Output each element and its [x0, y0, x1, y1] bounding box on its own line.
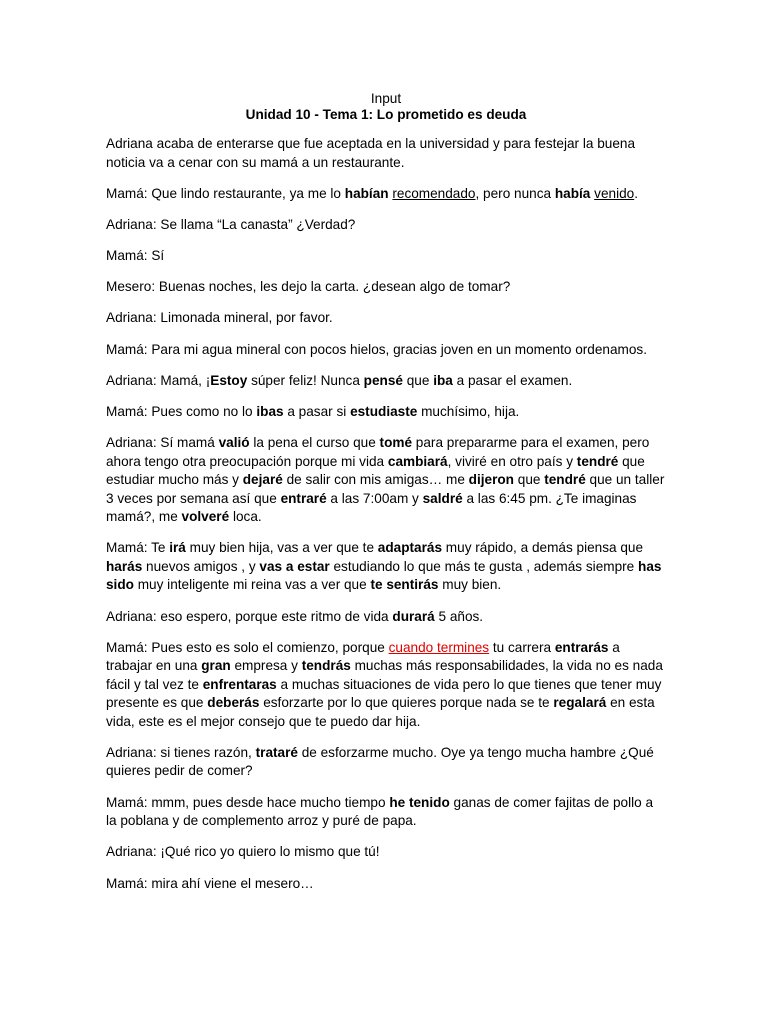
text-run: loca.: [229, 509, 262, 525]
bold-verb: regalará: [553, 695, 607, 711]
text-run: Mamá: Que lindo restaurante, ya me lo: [106, 185, 345, 201]
text-run: 5 años.: [434, 608, 484, 624]
dialogue-paragraph: [106, 403, 666, 422]
bold-verb: te sentirás: [370, 577, 439, 593]
dialogue-paragraph: [106, 608, 666, 627]
bold-verb: trataré: [255, 744, 298, 760]
text-run: Adriana acaba de enterarse que fue aceptada en la universidad y para festejar la buena noticia va a cenar con su mamá a un restaurante.: [106, 136, 636, 170]
text-run: muy bien.: [438, 577, 502, 593]
text-run: en esta vida, este es el mejor consejo que te puedo dar hija.: [106, 695, 655, 729]
text-run: Mesero: Buenas noches, les dejo la carta. ¿desean algo de tomar?: [106, 279, 511, 295]
text-run: nuevos amigos , y: [142, 558, 260, 574]
text-run: a trabajar en una: [106, 639, 620, 674]
bold-verb: tendré: [544, 472, 586, 488]
text-run: muy inteligente mi reina vas a ver que: [133, 577, 371, 593]
document-header: [106, 91, 666, 123]
underlined-word: venido: [594, 185, 635, 201]
text-run: Mamá: Te: [106, 540, 170, 556]
dialogue-paragraph: [106, 875, 666, 894]
bold-verb: ibas: [256, 404, 284, 419]
text-run: que: [513, 472, 545, 488]
dialogue-paragraph: [106, 843, 666, 862]
text-run: la pena el curso que: [249, 435, 380, 451]
text-run: súper feliz! Nunca: [247, 372, 364, 388]
text-run: a muchas situaciones de vida pero lo que tienes que tener muy presente es que: [106, 676, 662, 711]
dialogue-paragraph: [106, 434, 666, 527]
text-run: , pero nunca: [475, 185, 555, 201]
bold-verb: valió: [218, 435, 250, 451]
dialogue-paragraph: [106, 278, 666, 297]
text-run: Adriana: Mamá, ¡: [106, 372, 211, 388]
dialogue-paragraph: [106, 135, 666, 172]
text-run: estudiando lo que más te gusta , además siempre: [329, 558, 639, 574]
text-run: Mamá: Pues esto es solo el comienzo, porque: [106, 639, 389, 655]
bold-verb: dejaré: [242, 472, 283, 488]
text-run: .: [634, 185, 638, 201]
text-run: Adriana: ¡Qué rico yo quiero lo mismo que tú!: [106, 844, 380, 860]
text-run: que estudiar mucho más y: [106, 453, 645, 488]
bold-verb: tendrás: [301, 658, 351, 674]
bold-verb: saldré: [422, 490, 463, 506]
bold-verb: vas a estar: [259, 558, 330, 574]
text-run: esforzarte por lo que quieres porque nada se te: [259, 695, 554, 711]
text-run: muchas más responsabilidades, la vida no es nada fácil y tal vez te: [106, 658, 663, 692]
text-run: muy bien hija, vas a ver que te: [185, 540, 378, 556]
document-page: [106, 91, 666, 906]
text-run: Mamá: Sí: [106, 248, 165, 264]
bold-verb: has sido: [106, 558, 662, 593]
bold-verb: deberás: [207, 695, 260, 711]
bold-verb: habían: [344, 185, 389, 201]
bold-verb: tendré: [576, 453, 619, 469]
text-run: Adriana: Sí mamá: [106, 435, 219, 451]
bold-verb: iba: [433, 372, 453, 388]
text-run: Mamá: Pues como no lo: [106, 404, 257, 419]
document-body: [106, 135, 666, 893]
text-run: Mamá: Para mi agua mineral con pocos hielos, gracias joven en un momento ordenamos.: [106, 341, 648, 357]
text-run: , viviré en otro país y: [447, 453, 577, 469]
highlighted-phrase: cuando termines: [388, 639, 490, 655]
text-run: que: [402, 372, 434, 388]
dialogue-paragraph: [106, 185, 666, 204]
text-run: que un taller 3 veces por semana así que: [106, 472, 665, 506]
bold-verb: entrarás: [554, 639, 609, 655]
bold-verb: harás: [106, 558, 143, 574]
dialogue-paragraph: [106, 639, 666, 732]
dialogue-paragraph: [106, 372, 666, 391]
header-label: Input: [370, 91, 402, 106]
text-run: Adriana: si tienes razón,: [106, 744, 256, 760]
bold-verb: dijeron: [468, 472, 514, 488]
text-run: a las 7:00am y: [326, 490, 423, 506]
bold-verb: Estoy: [210, 372, 248, 388]
text-run: de salir con mis amigas… me: [282, 472, 469, 488]
bold-verb: adaptarás: [377, 540, 443, 556]
dialogue-paragraph: [106, 216, 666, 235]
underlined-word: recomendado: [392, 185, 476, 201]
text-run: Adriana: eso espero, porque este ritmo de vida: [106, 608, 393, 624]
bold-verb: estudiaste: [350, 404, 418, 419]
dialogue-paragraph: [106, 794, 666, 831]
dialogue-paragraph: [106, 744, 666, 781]
bold-verb: volveré: [181, 509, 230, 525]
text-run: a las 6:45 pm. ¿Te imaginas mamá?, me: [106, 490, 637, 525]
bold-verb: he tenido: [389, 794, 450, 810]
text-run: Mamá: mira ahí viene el mesero…: [106, 875, 314, 891]
bold-verb: cambiará: [387, 453, 448, 469]
text-run: a pasar si: [283, 404, 351, 419]
bold-verb: irá: [169, 540, 186, 556]
text-run: a pasar el examen.: [452, 372, 573, 388]
text-run: para prepararme para el examen, pero ahora tengo otra preocupación porque mi vida: [106, 435, 650, 469]
bold-verb: tomé: [379, 435, 413, 451]
bold-verb: durará: [392, 608, 435, 624]
text-run: muchísimo, hija.: [417, 404, 520, 419]
dialogue-paragraph: [106, 247, 666, 266]
bold-verb: gran: [201, 658, 231, 674]
text-run: Mamá: mmm, pues desde hace mucho tiempo: [106, 794, 390, 810]
text-run: Adriana: Limonada mineral, por favor.: [106, 310, 333, 326]
document-title: Unidad 10 - Tema 1: Lo prometido es deuda: [245, 107, 527, 122]
bold-verb: entraré: [280, 490, 327, 506]
dialogue-paragraph: [106, 309, 666, 328]
text-run: ganas de comer fajitas de pollo a la poblana y de complemento arroz y puré de papa.: [106, 794, 654, 829]
header-spacer: [106, 123, 666, 135]
text-run: tu carrera: [489, 639, 555, 655]
dialogue-paragraph: [106, 539, 666, 595]
text-run: empresa y: [230, 658, 302, 674]
bold-verb: había: [554, 185, 591, 201]
bold-verb: pensé: [363, 372, 403, 388]
text-run: muy rápido, a demás piensa que: [442, 540, 644, 556]
bold-verb: enfrentaras: [202, 676, 277, 692]
text-run: Adriana: Se llama “La canasta” ¿Verdad?: [106, 216, 356, 232]
dialogue-paragraph: [106, 341, 666, 360]
text-run: de esforzarme mucho. Oye ya tengo mucha hambre ¿Qué quieres pedir de comer?: [106, 744, 654, 779]
